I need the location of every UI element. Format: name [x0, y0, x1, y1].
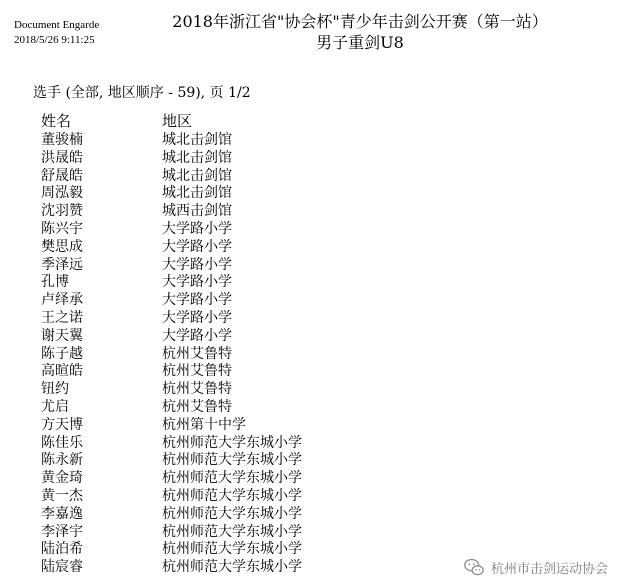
table-row [41, 239, 441, 257]
table-row [41, 168, 441, 186]
table-row [41, 488, 441, 506]
table-row [41, 452, 441, 470]
fencer-name: 孔博 [41, 274, 69, 291]
fencer-name: 高暄皓 [41, 363, 83, 380]
fencer-region: 杭州艾鲁特 [162, 381, 232, 398]
event-subtitle: 男子重剑U8 [316, 33, 404, 52]
table-row [41, 203, 441, 221]
fencer-region: 城北击剑馆 [162, 185, 232, 202]
fencer-name: 陈佳乐 [41, 434, 83, 451]
watermark-text: 杭州市击剑运动协会 [490, 561, 608, 577]
fencer-region: 杭州师范大学东城小学 [162, 434, 302, 451]
fencer-region: 大学路小学 [162, 256, 232, 273]
fencer-name: 李嘉逸 [41, 505, 83, 522]
fencer-region: 大学路小学 [162, 327, 232, 344]
fencer-name: 陈永新 [41, 452, 83, 469]
fencer-name: 王之诺 [41, 309, 83, 326]
fencer-name: 李泽宇 [41, 523, 83, 540]
table-row [41, 292, 441, 310]
fencer-region: 杭州师范大学东城小学 [162, 470, 302, 487]
table-row [41, 221, 441, 239]
fencer-name: 董骏楠 [41, 132, 83, 148]
print-datetime: 2018/5/26 9:11:25 [14, 34, 95, 46]
fencer-name: 舒晟皓 [41, 167, 83, 184]
table-row [41, 506, 441, 524]
table-header [41, 111, 441, 132]
page-title: 2018年浙江省"协会杯"青少年击剑公开赛（第一站） [172, 12, 548, 31]
fencer-name: 黄一杰 [41, 487, 83, 504]
fencer-name: 黄金琦 [41, 470, 83, 487]
table-row [41, 470, 441, 488]
fencer-name: 谢天翼 [41, 327, 83, 344]
list-heading: 选手 (全部, 地区顺序 - 59), 页 1/2 [33, 85, 251, 101]
table-row [41, 132, 441, 150]
fencer-name: 尤启 [41, 398, 69, 415]
fencer-region: 城北击剑馆 [162, 132, 232, 148]
wechat-icon [463, 556, 485, 578]
fencer-region: 杭州师范大学东城小学 [162, 487, 302, 504]
fencer-name: 周泓毅 [41, 185, 83, 202]
fencer-region: 大学路小学 [162, 274, 232, 291]
table-row [41, 310, 441, 328]
fencer-name: 方天博 [41, 416, 83, 433]
fencer-list [41, 111, 441, 577]
fencer-region: 大学路小学 [162, 238, 232, 255]
table-row [41, 524, 441, 542]
fencer-region: 大学路小学 [162, 220, 232, 237]
fencer-region: 杭州艾鲁特 [162, 345, 232, 362]
table-row [41, 274, 441, 292]
fencer-region: 城北击剑馆 [162, 149, 232, 166]
table-row [41, 185, 441, 203]
table-row [41, 417, 441, 435]
software-label: Document Engarde [14, 19, 100, 31]
fencer-region: 杭州艾鲁特 [162, 363, 232, 380]
table-row [41, 381, 441, 399]
fencer-region: 大学路小学 [162, 309, 232, 326]
fencer-region: 杭州师范大学东城小学 [162, 541, 302, 558]
fencer-region: 杭州师范大学东城小学 [162, 523, 302, 540]
table-row [41, 399, 441, 417]
fencer-region: 城北击剑馆 [162, 167, 232, 184]
fencer-name: 陈子越 [41, 345, 83, 362]
fencer-name: 季泽远 [41, 256, 83, 273]
table-row [41, 328, 441, 346]
table-row [41, 559, 441, 577]
fencer-region: 杭州师范大学东城小学 [162, 559, 302, 576]
fencer-name: 樊思成 [41, 238, 83, 255]
fencer-region: 城西击剑馆 [162, 203, 232, 220]
table-row [41, 346, 441, 364]
fencer-name: 陆宸睿 [41, 559, 83, 576]
fencer-name: 卢绎承 [41, 292, 83, 309]
column-header-region: 地区 [162, 112, 193, 130]
fencer-name: 陈兴宇 [41, 220, 83, 237]
table-row [41, 541, 441, 559]
table-row [41, 435, 441, 453]
watermark [463, 556, 608, 578]
table-row [41, 150, 441, 168]
fencer-region: 杭州师范大学东城小学 [162, 505, 302, 522]
fencer-name: 沈羽赞 [41, 203, 83, 220]
table-row [41, 257, 441, 275]
table-row [41, 363, 441, 381]
fencer-name: 钮约 [41, 381, 69, 398]
fencer-region: 杭州艾鲁特 [162, 398, 232, 415]
fencer-region: 杭州第十中学 [162, 416, 246, 433]
fencer-name: 洪晟皓 [41, 149, 83, 166]
fencer-region: 杭州师范大学东城小学 [162, 452, 302, 469]
fencer-region: 大学路小学 [162, 292, 232, 309]
fencer-name: 陆泊希 [41, 541, 83, 558]
column-header-name: 姓名 [41, 112, 72, 130]
